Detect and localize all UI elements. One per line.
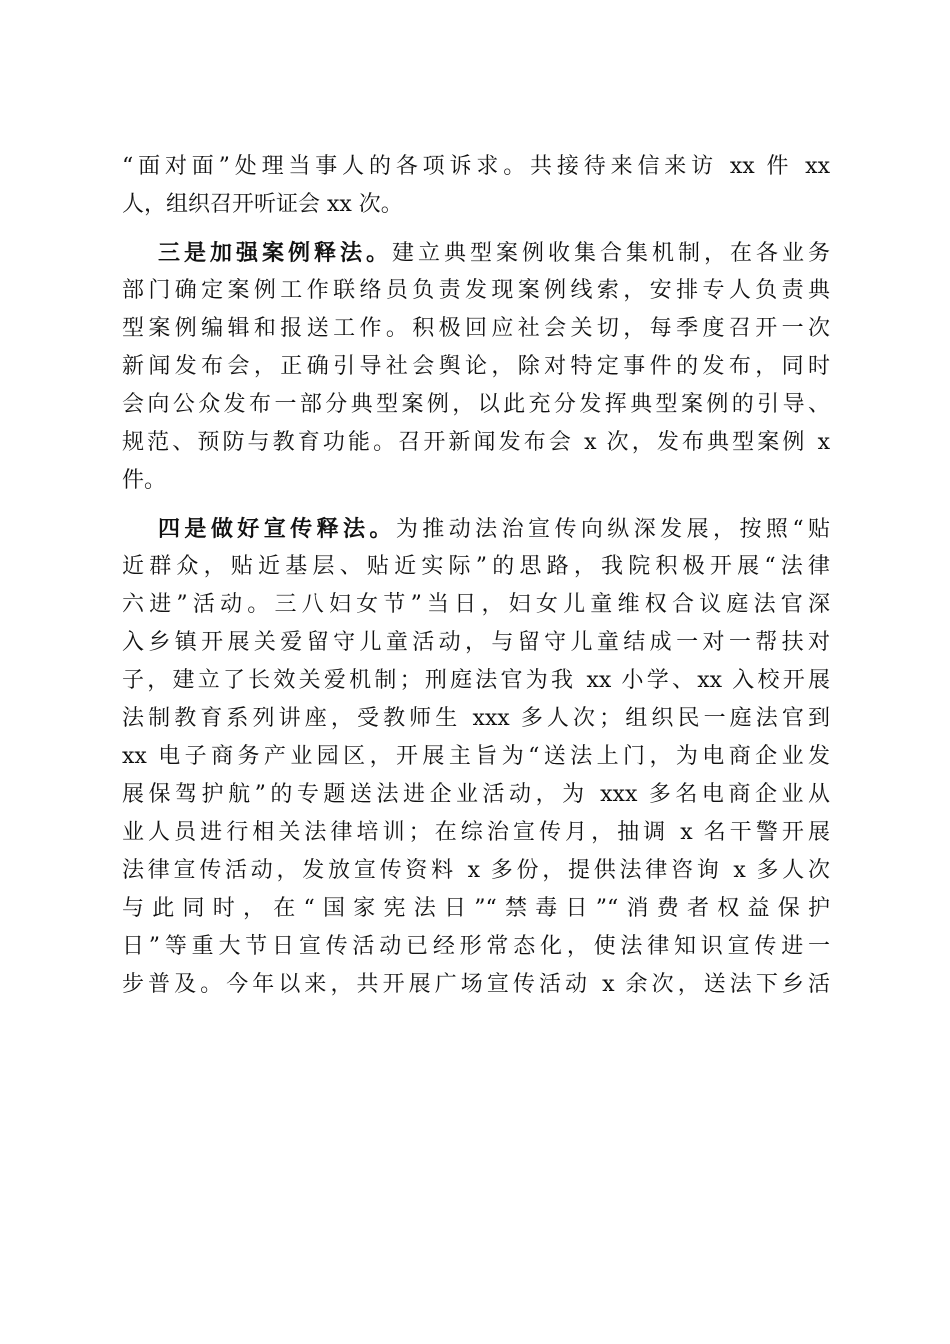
text-line: 近群众，贴近基层、贴近实际”的思路，我院积极开展“法律 [122,554,830,579]
paragraph-lead: 三是加强案例释法。 [158,240,392,266]
text-line: 会向公众发布一部分典型案例，以此充分发挥典型案例的引导、 [122,392,830,417]
text-line: 入乡镇开展关爱留守儿童活动，与留守儿童结成一对一帮扶对 [122,630,830,655]
text-line: 新闻发布会，正确引导社会舆论，除对特定事件的发布，同时 [122,354,830,379]
text-line: 步普及。今年以来，共开展广场宣传活动 x 余次，送法下乡活 [122,972,830,997]
text-line: 人，组织召开听证会 xx 次。 [122,192,403,217]
text-line: 型案例编辑和报送工作。积极回应社会关切，每季度召开一次 [122,316,830,341]
paragraph-3 [122,510,830,1004]
text-line: 件。 [122,468,167,493]
paragraph-lead: 四是做好宣传释法。 [158,516,396,542]
text-span: 为推动法治宣传向纵深发展，按照“贴 [395,517,830,542]
text-line: xx 电子商务产业园区，开展主旨为“送法上门，为电商企业发 [122,744,830,769]
text-line [122,510,830,548]
text-line: 法律宣传活动，发放宣传资料 x 多份，提供法律咨询 x 多人次 [122,858,830,883]
text-line [122,234,830,272]
text-line: 部门确定案例工作联络员负责发现案例线索，安排专人负责典 [122,278,830,303]
text-line: 日”等重大节日宣传活动已经形常态化，使法律知识宣传进一 [122,934,830,959]
text-line: 子，建立了长效关爱机制；刑庭法官为我 xx 小学、xx 入校开展 [122,668,830,693]
paragraph-1 [122,148,830,224]
text-line: 与此同时，在“国家宪法日”“禁毒日”“消费者权益保护 [122,896,830,921]
text-span: 建立典型案例收集合集机制，在各业务 [392,241,830,266]
text-line: 业人员进行相关法律培训；在综治宣传月，抽调 x 名干警开展 [122,820,830,845]
text-line: 六进”活动。三八妇女节”当日，妇女儿童维权合议庭法官深 [122,592,830,617]
document-body [122,148,830,1004]
paragraph-2 [122,234,830,500]
text-line: 法制教育系列讲座，受教师生 xxx 多人次；组织民一庭法官到 [122,706,830,731]
text-line: 展保驾护航”的专题送法进企业活动，为 xxx 多名电商企业从 [122,782,830,807]
text-line: “面对面”处理当事人的各项诉求。共接待来信来访 xx 件 xx [122,154,830,179]
text-line: 规范、预防与教育功能。召开新闻发布会 x 次，发布典型案例 x [122,430,830,455]
